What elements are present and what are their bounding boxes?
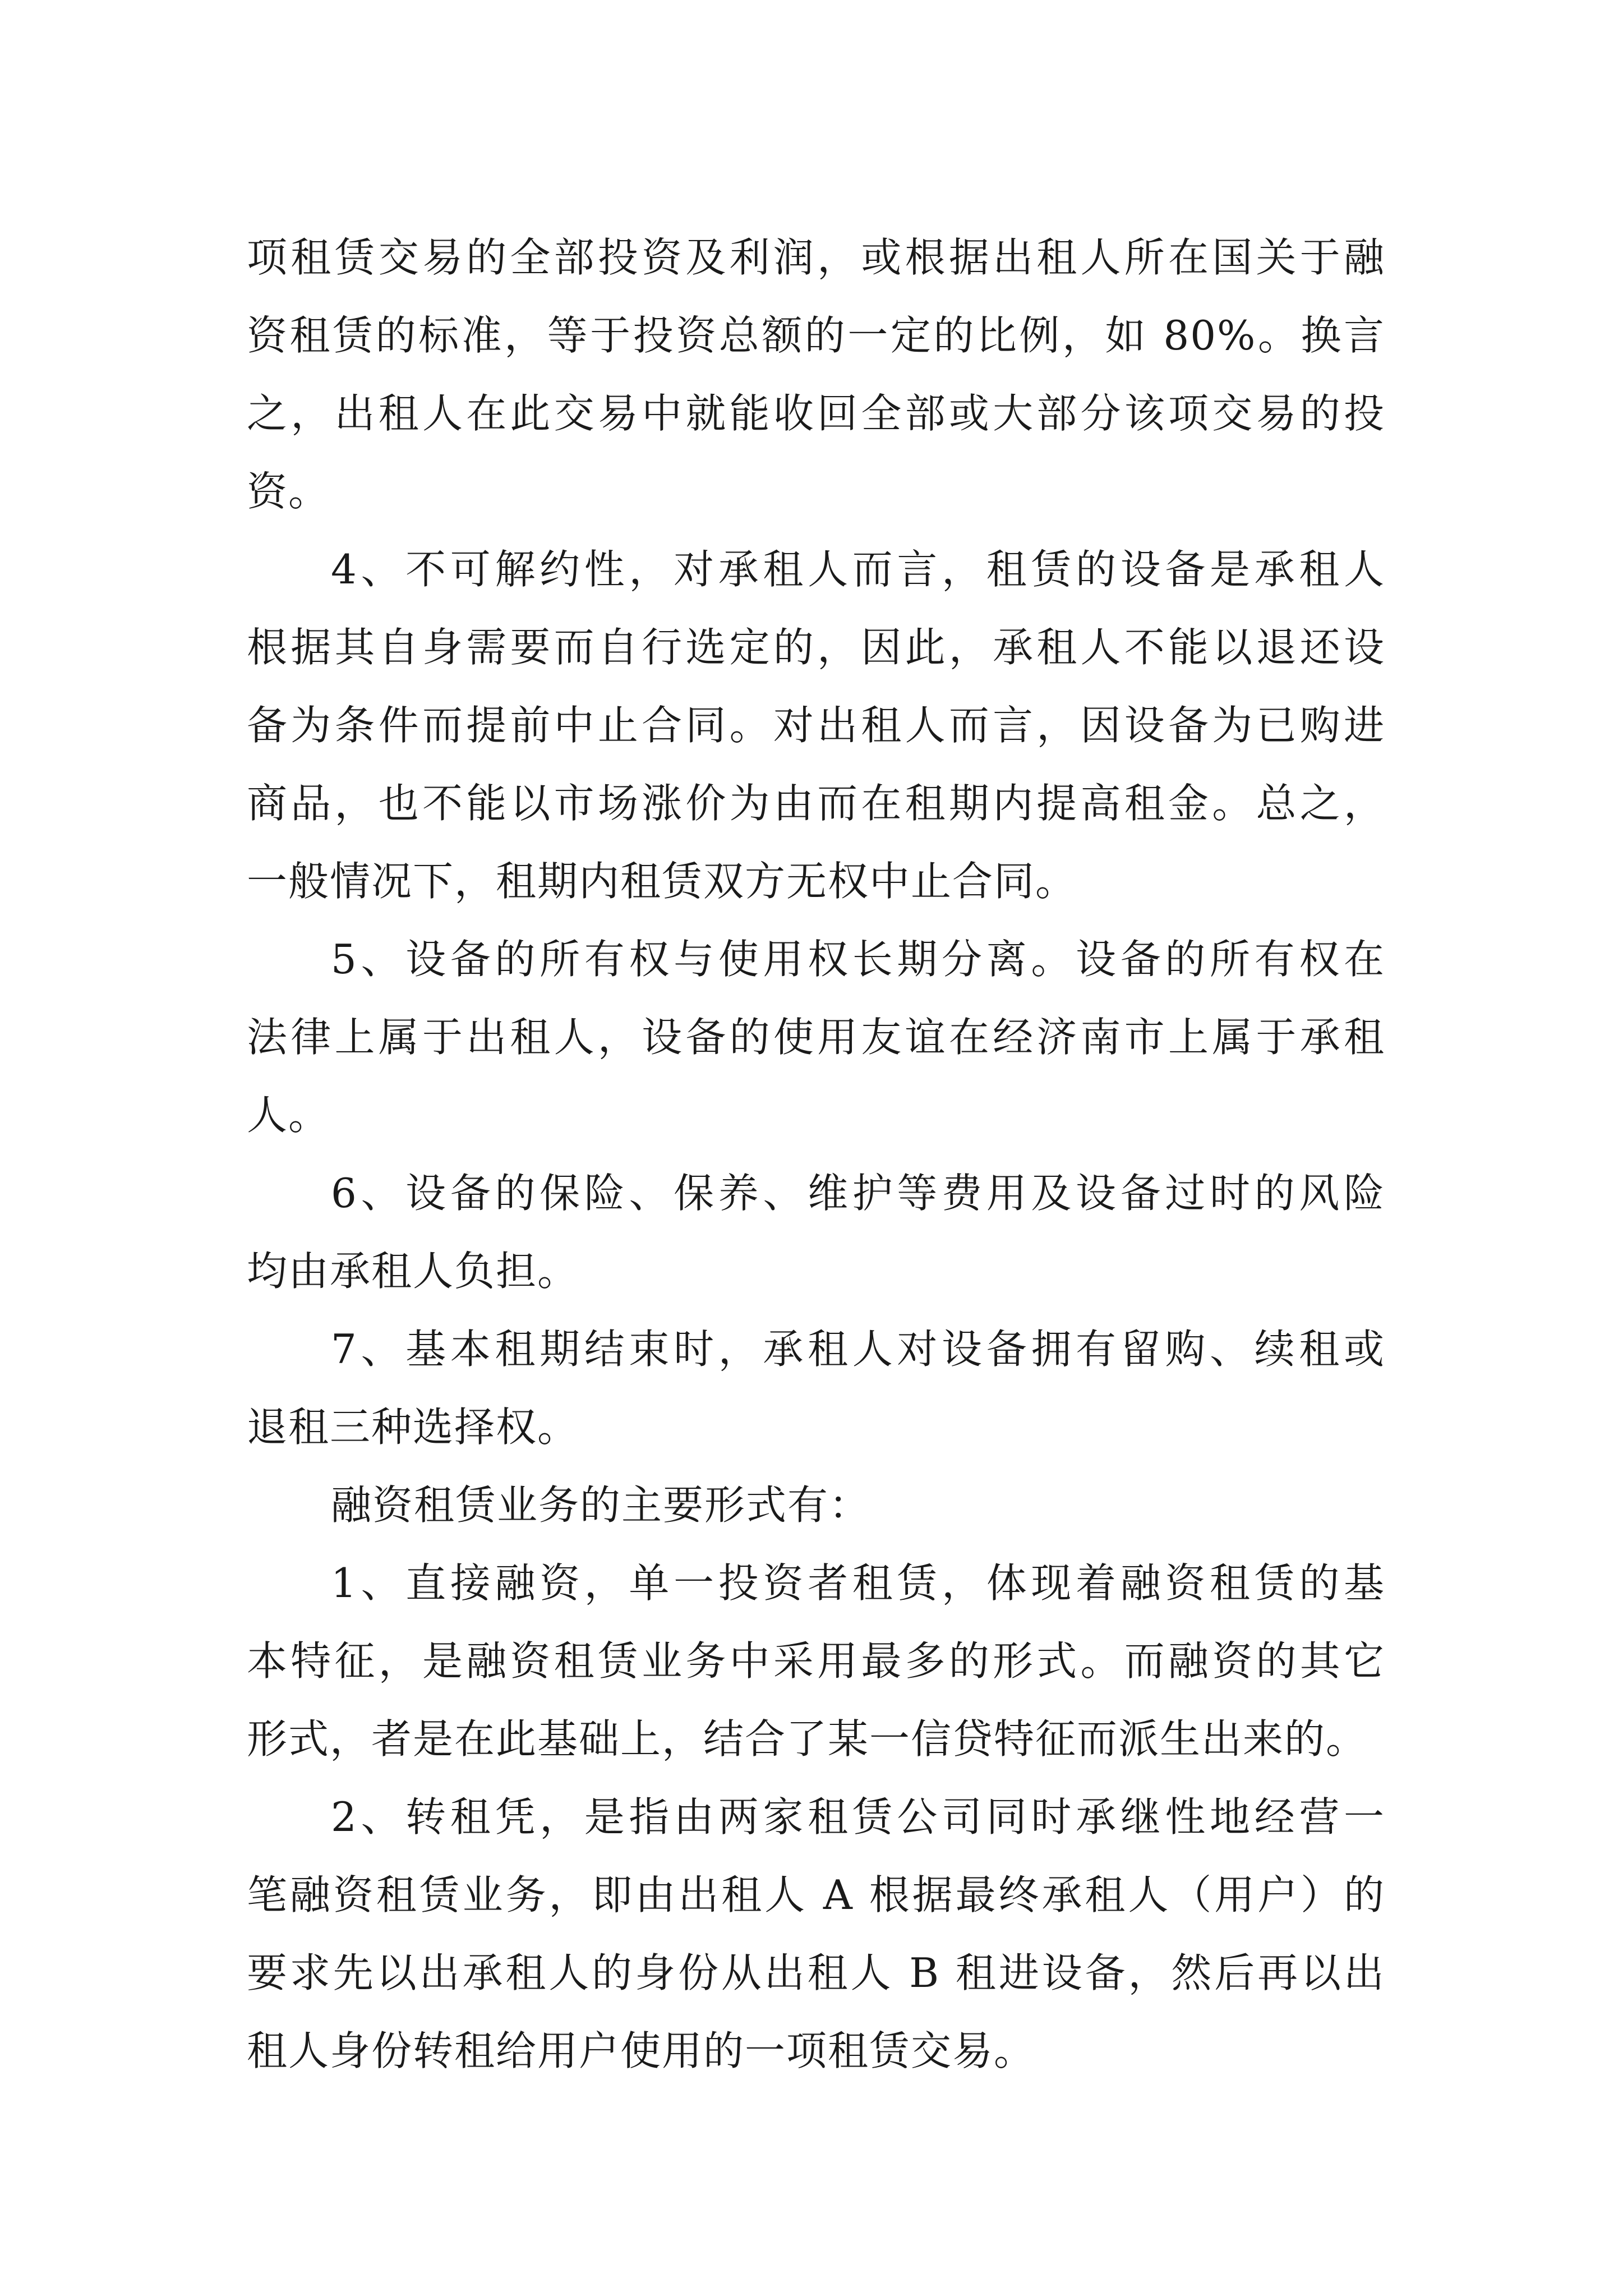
text-line: 形式，者是在此基础上，结合了某一信贷特征而派生出来的。 xyxy=(247,1715,1368,1763)
text-line: 资租赁的标准，等于投资总额的一定的比例，如 80%。换言 xyxy=(247,312,1385,359)
document-body xyxy=(247,219,1385,2090)
text-line: 4、不可解约性，对承租人而言，租赁的设备是承租人 xyxy=(331,546,1385,593)
text-line: 一般情况下，租期内租赁双方无权中止合同。 xyxy=(247,858,1077,905)
text-line: 退租三种选择权。 xyxy=(247,1404,579,1451)
text-line: 1、直接融资，单一投资者租赁，体现着融资租赁的基 xyxy=(331,1559,1385,1607)
text-line: 2、转租凭，是指由两家租赁公司同时承继性地经营一 xyxy=(331,1793,1385,1841)
text-line: 均由承租人负担。 xyxy=(247,1248,579,1295)
text-line: 项租赁交易的全部投资及利润，或根据出租人所在国关于融 xyxy=(247,234,1385,281)
text-line: 融资租赁业务的主要形式有： xyxy=(331,1481,871,1529)
text-line: 5、设备的所有权与使用权长期分离。设备的所有权在 xyxy=(331,936,1385,983)
text-line: 法律上属于出租人，设备的使用友谊在经济南市上属于承租 xyxy=(247,1014,1385,1061)
text-line: 笔融资租赁业务，即由出租人 A 根据最终承租人（用户）的 xyxy=(247,1871,1385,1918)
text-line: 6、设备的保险、保养、维护等费用及设备过时的风险 xyxy=(331,1170,1385,1217)
text-line: 7、基本租期结束时，承租人对设备拥有留购、续租或 xyxy=(331,1326,1385,1373)
text-line: 资。 xyxy=(247,468,330,515)
text-line: 租人身份转租给用户使用的一项租赁交易。 xyxy=(247,2027,1036,2074)
text-line: 商品，也不能以市场涨价为由而在租期内提高租金。总之， xyxy=(247,780,1385,827)
text-line: 本特征，是融资租赁业务中采用最多的形式。而融资的其它 xyxy=(247,1637,1385,1685)
text-line: 人。 xyxy=(247,1092,330,1139)
text-line: 根据其自身需要而自行选定的，因此，承租人不能以退还设 xyxy=(247,624,1385,671)
text-line: 备为条件而提前中止合同。对出租人而言，因设备为已购进 xyxy=(247,702,1385,749)
text-line: 要求先以出承租人的身份从出租人 B 租进设备，然后再以出 xyxy=(247,1949,1385,1996)
text-line: 之，出租人在此交易中就能收回全部或大部分该项交易的投 xyxy=(247,390,1385,437)
